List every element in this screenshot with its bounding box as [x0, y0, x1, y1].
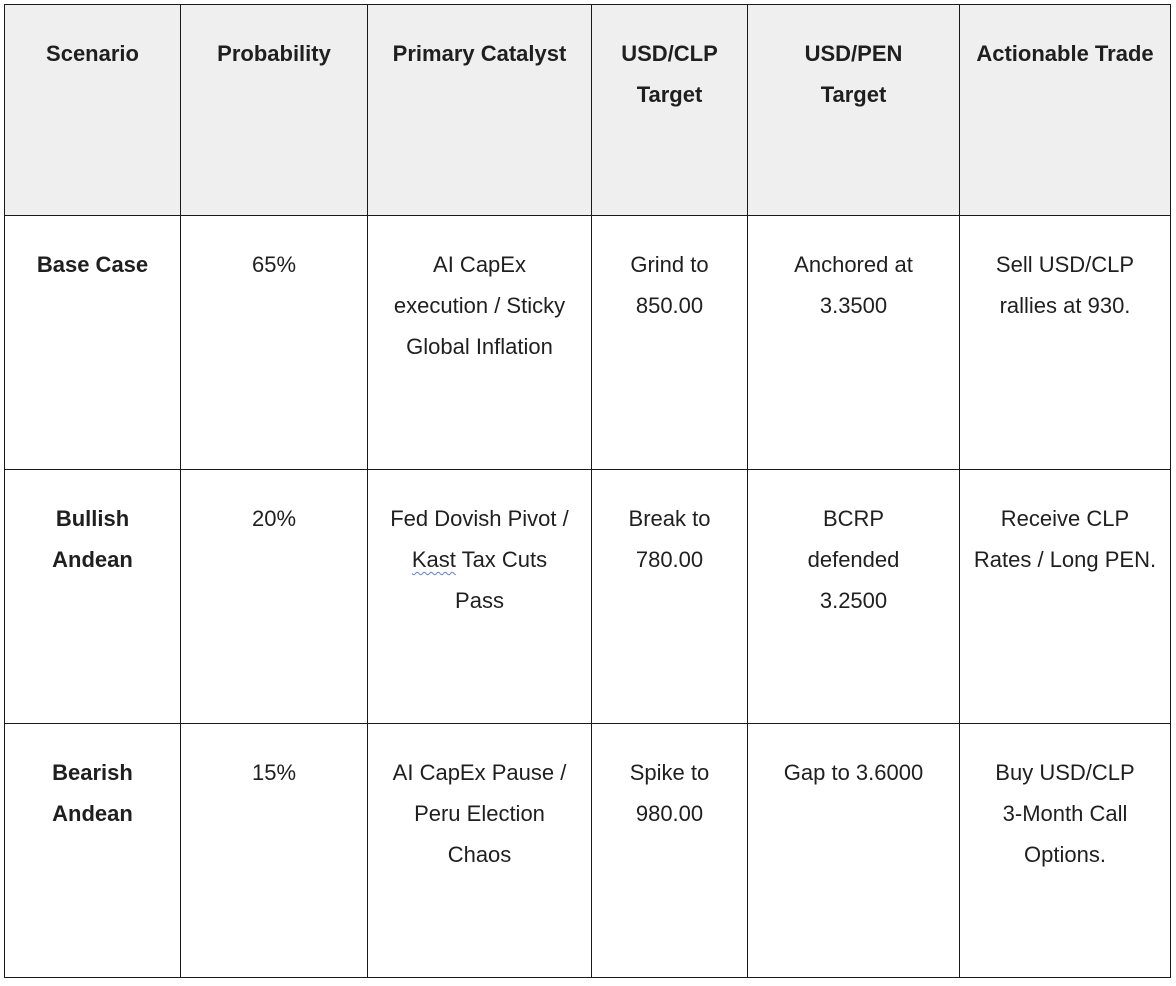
- scenario-cell: Base Case: [5, 216, 181, 470]
- pen-target-cell: Gap to 3.6000: [748, 724, 960, 978]
- header-primary-catalyst: Primary Catalyst: [368, 5, 592, 216]
- header-scenario: Scenario: [5, 5, 181, 216]
- catalyst-cell: AI CapEx Pause / Peru Election Chaos: [368, 724, 592, 978]
- header-actionable-trade: Actionable Trade: [960, 5, 1171, 216]
- table-row: [5, 216, 1171, 470]
- clp-target-cell: Break to 780.00: [592, 470, 748, 724]
- table-row: [5, 724, 1171, 978]
- scenario-cell: Bearish Andean: [5, 724, 181, 978]
- header-usd-clp-target: USD/CLP Target: [592, 5, 748, 216]
- probability-cell: 65%: [181, 216, 368, 470]
- clp-target-cell: Grind to 850.00: [592, 216, 748, 470]
- spellcheck-flagged-word[interactable]: Kast: [411, 547, 456, 572]
- pen-target-cell: Anchored at 3.3500: [748, 216, 960, 470]
- probability-cell: 15%: [181, 724, 368, 978]
- probability-cell: 20%: [181, 470, 368, 724]
- catalyst-cell: [368, 470, 592, 724]
- header-row: [5, 5, 1171, 216]
- header-usd-pen-target: USD/PEN Target: [748, 5, 960, 216]
- scenario-cell: Bullish Andean: [5, 470, 181, 724]
- header-probability: Probability: [181, 5, 368, 216]
- catalyst-cell: AI CapEx execution / Sticky Global Inflation: [368, 216, 592, 470]
- scenario-table: [4, 4, 1171, 978]
- trade-cell: Sell USD/CLP rallies at 930.: [960, 216, 1171, 470]
- clp-target-cell: Spike to 980.00: [592, 724, 748, 978]
- catalyst-text: Fed Dovish Pivot / Kast Tax Cuts Pass: [390, 506, 569, 613]
- trade-cell: Buy USD/CLP 3-Month Call Options.: [960, 724, 1171, 978]
- trade-cell: Receive CLP Rates / Long PEN.: [960, 470, 1171, 724]
- pen-target-cell: BCRP defended 3.2500: [748, 470, 960, 724]
- table-row: [5, 470, 1171, 724]
